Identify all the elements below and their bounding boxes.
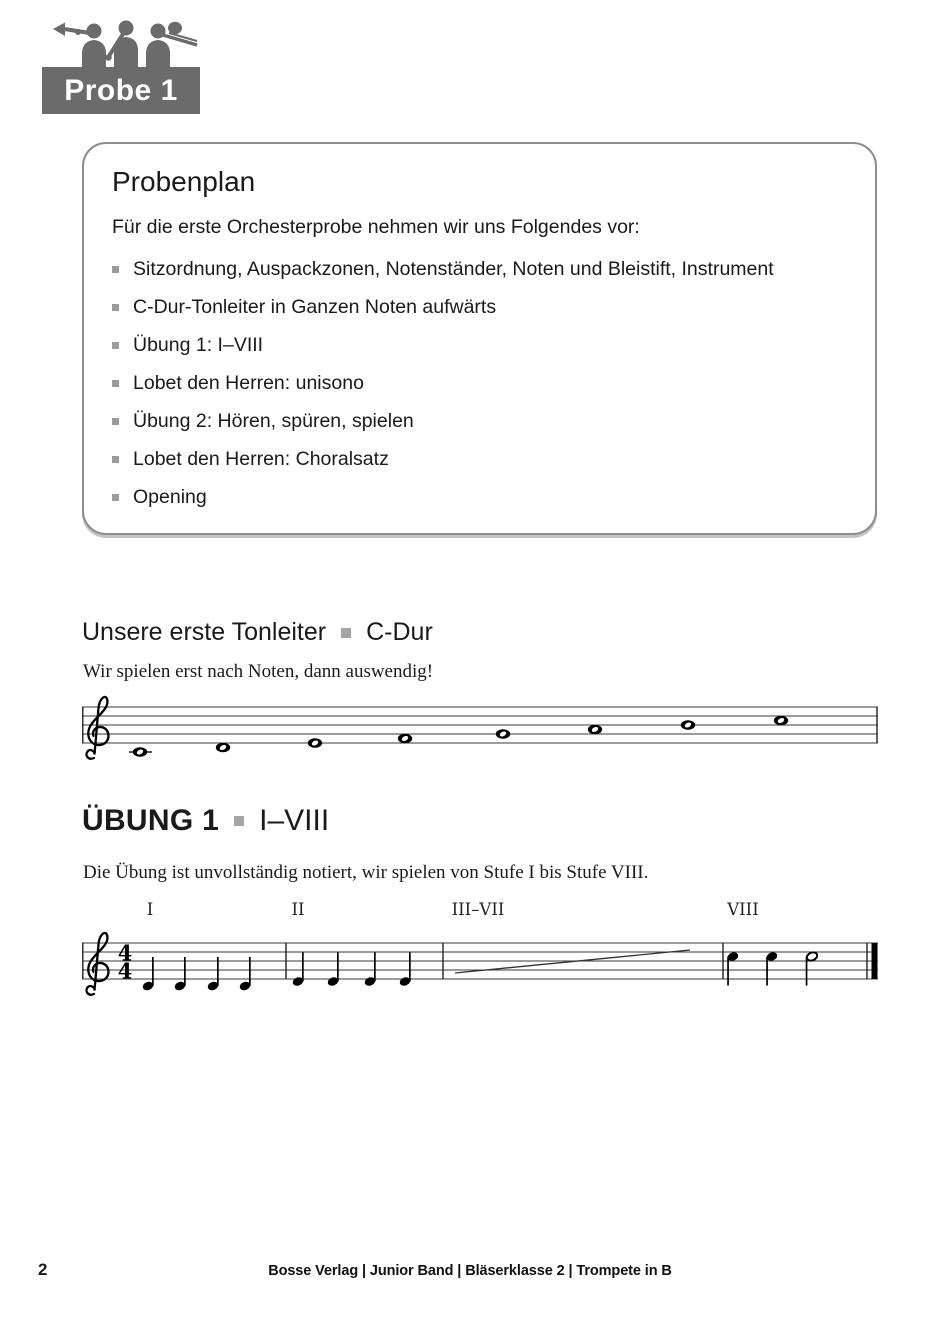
tonleiter-heading [82, 618, 433, 647]
staff-uebung1 [82, 890, 878, 1005]
quarter-note [765, 951, 778, 986]
time-signature-top: 4 [117, 940, 133, 966]
time-signature [118, 941, 133, 984]
staff-lines [82, 940, 878, 979]
measure-label: II [291, 900, 305, 919]
probenplan-title: Probenplan [112, 166, 256, 197]
time-signature-bottom: 4 [117, 958, 133, 984]
square-bullet-icon [112, 380, 119, 387]
whole-note [681, 720, 695, 729]
probenplan-intro: Für die erste Orchesterprobe nehmen wir uns Folgendes vor: [112, 216, 640, 238]
square-bullet-icon [112, 494, 119, 501]
whole-note [398, 734, 412, 743]
page-number: 2 [38, 1260, 48, 1279]
plan-item-label: Übung 1: I–VIII [133, 333, 264, 356]
quarter-note [141, 957, 154, 992]
tonleiter-instruction: Wir spielen erst nach Noten, dann auswendig! [83, 661, 434, 682]
probe-badge [42, 18, 200, 115]
whole-note [308, 738, 322, 747]
quarter-note [238, 957, 251, 992]
plan-item [112, 288, 774, 326]
brass-musicians-icon [50, 18, 200, 71]
square-bullet-icon [234, 816, 244, 826]
staff-tonleiter [82, 695, 878, 770]
badge-label: Probe 1 [64, 73, 178, 107]
tonleiter-title: Unsere erste Tonleiter [82, 618, 327, 646]
square-bullet-icon [112, 266, 119, 273]
whole-note [588, 725, 602, 734]
measure-label: VIII [727, 900, 759, 919]
plan-item [112, 402, 774, 440]
quarter-note [206, 957, 219, 992]
plan-item [112, 250, 774, 288]
treble-clef-icon [86, 697, 108, 759]
staff-lines [82, 707, 878, 743]
plan-item [112, 478, 774, 516]
square-bullet-icon [341, 628, 351, 638]
whole-note [774, 716, 788, 725]
plan-item-label: Opening [133, 485, 207, 508]
half-note [806, 951, 819, 986]
probenplan-list [112, 250, 774, 516]
quarter-note [726, 951, 739, 986]
plan-item-label: Lobet den Herren: Choralsatz [133, 447, 389, 470]
uebung1-instruction: Die Übung ist unvollständig notiert, wir spielen von Stufe I bis Stufe VIII. [83, 862, 649, 883]
square-bullet-icon [112, 418, 119, 425]
probenplan-box [82, 142, 877, 535]
tonleiter-subtitle: C-Dur [366, 618, 433, 646]
whole-note [133, 747, 147, 756]
quarter-note [173, 957, 186, 992]
plan-item [112, 364, 774, 402]
plan-item [112, 326, 774, 364]
treble-clef-icon [86, 933, 108, 995]
plan-item-label: Lobet den Herren: unisono [133, 371, 364, 394]
measure-label: I [146, 900, 154, 919]
whole-note [496, 729, 510, 738]
whole-note [216, 743, 230, 752]
plan-item-label: Sitzordnung, Auspackzonen, Notenständer, Noten und Bleistift, Instrument [133, 257, 774, 280]
uebung1-heading [82, 804, 329, 838]
square-bullet-icon [112, 456, 119, 463]
square-bullet-icon [112, 342, 119, 349]
footer-credit: Bosse Verlag | Junior Band | Bläserklasse 2 | Trompete in B [268, 1263, 672, 1279]
measure-label: III–VII [451, 900, 505, 919]
plan-item-label: C-Dur-Tonleiter in Ganzen Noten aufwärts [133, 295, 497, 318]
plan-item-label: Übung 2: Hören, spüren, spielen [133, 409, 414, 432]
plan-item [112, 440, 774, 478]
uebung1-subtitle: I–VIII [259, 804, 330, 837]
uebung1-title: ÜBUNG 1 [82, 804, 220, 837]
final-barline [872, 943, 878, 979]
square-bullet-icon [112, 304, 119, 311]
